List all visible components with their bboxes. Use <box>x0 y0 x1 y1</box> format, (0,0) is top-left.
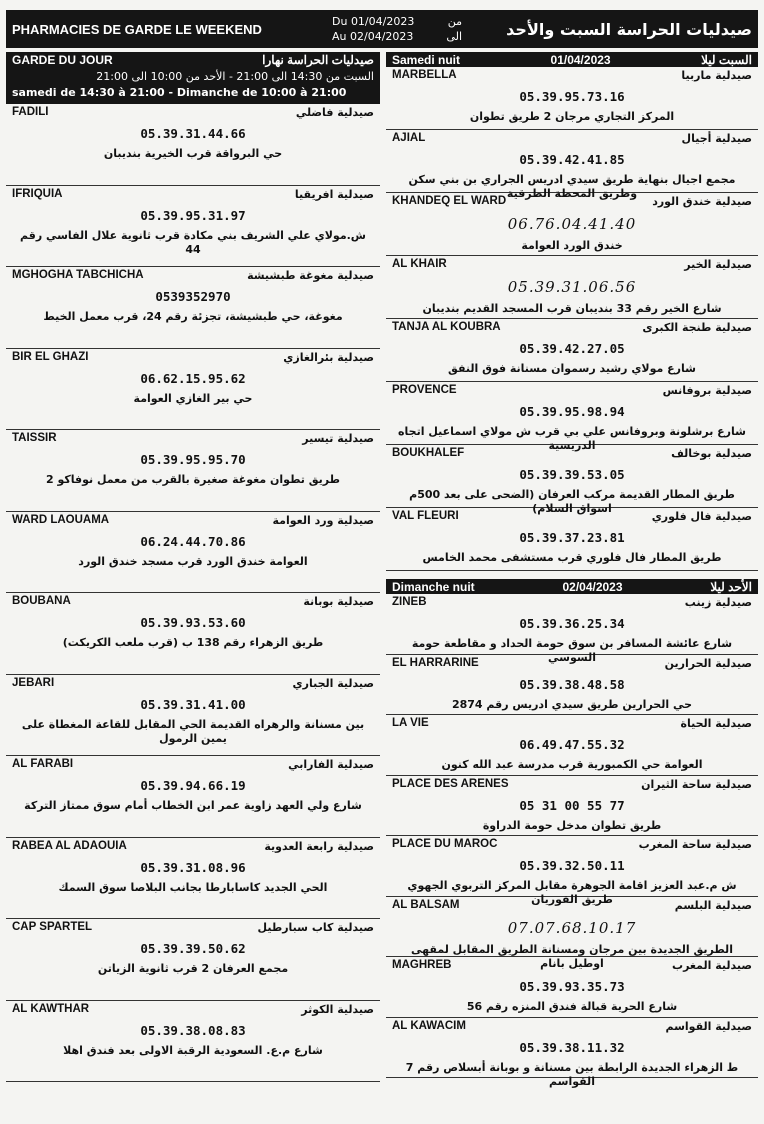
pharmacy-name: AJIAL <box>392 132 426 144</box>
pharmacy-name: BIR EL GHAZI <box>12 350 89 363</box>
pharmacy-address: العوامة خندق الورد قرب مسجد خندق الورد <box>78 554 308 568</box>
pharmacy-name: MGHOGHA TABCHICHA <box>12 269 144 281</box>
pharmacy-entry <box>386 193 758 256</box>
pharmacy-address: ط الزهراء الجديدة الرابطة بين مسنانة و بوبانة أبسلاص رقم 7 القواسم <box>405 1060 739 1088</box>
pharmacy-phone: 0539352970 <box>155 289 231 304</box>
pharmacy-name-ar: صيدلية الحياة <box>680 717 752 730</box>
section-divider <box>386 571 758 579</box>
pharmacy-name: EL HARRARINE <box>392 656 479 669</box>
pharmacy-name: KHANDEQ EL WARD <box>392 195 507 207</box>
pharmacy-name-ar: صيدلية ماربيا <box>681 69 752 82</box>
pharmacy-address: الطريق الجديدة بين مرجان ومسنانة الطريق المقابل لمقهى اوطيل بانام <box>411 942 733 970</box>
pharmacy-entry <box>386 130 758 200</box>
pharmacy-phone: 05.39.31.06.56 <box>507 278 637 296</box>
pharmacy-entry <box>386 508 758 571</box>
pharmacy-name-ar: صيدلية بوخالف <box>671 447 752 460</box>
pharmacy-entry <box>386 715 758 776</box>
pharmacy-entry <box>386 382 758 452</box>
pharmacy-address: طريق المطار فال فلوري قرب مستشفى محمد الخامس <box>422 551 722 564</box>
saturday-band-fr: Samedi nuit <box>392 52 461 67</box>
pharmacy-address: طريق المطار القديمة مركب العرفان (الضحى على بعد 500م اسواق السلام) <box>409 488 735 515</box>
pharmacy-header <box>392 321 752 337</box>
pharmacy-address: حي الحرارين طريق سيدي ادريس رقم 2874 <box>451 697 693 711</box>
pharmacy-name: TAISSIR <box>12 432 57 444</box>
date-to: Au 02/04/2023 <box>332 30 414 43</box>
pharmacy-name-ar: صيدلية زينب <box>684 596 752 609</box>
pharmacy-address: حي بير الغازي العوامة <box>133 391 253 405</box>
pharmacy-phone: 05.39.31.08.96 <box>140 859 246 875</box>
pharmacy-header <box>392 132 752 148</box>
pharmacy-name: BOUKHALEF <box>392 447 465 459</box>
pharmacy-name: PLACE DES ARENES <box>392 777 509 790</box>
pharmacy-name-ar: صيدلية تيسير <box>302 432 374 445</box>
saturday-band-ar: السبت ليلا <box>701 52 752 67</box>
pharmacy-name-ar: صيدلية فال فلوري <box>651 510 752 523</box>
pharmacy-header <box>12 595 374 611</box>
pharmacy-name-ar: صيدلية البلسم <box>674 898 752 912</box>
pharmacy-header <box>12 188 374 204</box>
pharmacy-phone: 05.39.42.41.85 <box>519 152 625 167</box>
pharmacy-phone: 06.49.47.55.32 <box>519 737 625 752</box>
pharmacy-entry <box>386 67 758 130</box>
pharmacy-name: VAL FLEURI <box>392 510 459 522</box>
pharmacy-address: شارع الخير رقم 33 بنديبان قرب المسجد القديم بنديبان <box>422 302 722 315</box>
saturday-band-date: 01/04/2023 <box>550 52 611 67</box>
pharmacy-phone: 05.39.94.66.19 <box>140 778 246 793</box>
pharmacy-header <box>392 899 752 915</box>
day-hours <box>6 67 380 104</box>
pharmacy-address: شارع برشلونة وبروفانس علي بي قرب ش مولاي اسماعيل اتجاه الدريسية <box>398 425 746 452</box>
pharmacy-header <box>12 677 374 693</box>
sunday-pharmacy-list <box>386 594 758 1088</box>
pharmacy-name-ar: صيدلية الفارابي <box>288 758 374 771</box>
pharmacy-name: BOUBANA <box>12 595 71 607</box>
pharmacy-address: حي البرواقة قرب الخيرية بنديبان <box>103 147 283 160</box>
pharmacy-header <box>392 510 752 526</box>
pharmacy-address: شارع الحرية قبالة فندق المنزه رقم 56 <box>466 1000 678 1013</box>
night-column <box>386 52 758 1088</box>
pharmacy-name-ar: صيدلية الكوثر <box>301 1002 374 1016</box>
pharmacy-name-ar: صيدلية الحرارين <box>664 656 752 670</box>
pharmacy-name: AL KAWACIM <box>392 1019 466 1032</box>
pharmacy-phone: 07.07.68.10.17 <box>507 918 637 937</box>
pharmacy-phone: 05.39.95.73.16 <box>519 89 625 104</box>
pharmacy-phone: 05.39.38.08.83 <box>140 1022 246 1038</box>
pharmacy-name-ar: صيدلية مغوغة طبشيشة <box>247 269 374 282</box>
pharmacy-name-ar: صيدلية فاضلي <box>295 106 374 119</box>
pharmacy-entry <box>6 430 380 512</box>
pharmacy-name: MAGHREB <box>392 959 452 971</box>
pharmacy-entry <box>386 776 758 837</box>
pharmacy-phone: 06.24.44.70.86 <box>140 533 246 549</box>
pharmacy-entry <box>386 319 758 382</box>
pharmacy-header <box>392 959 752 975</box>
sunday-night-band <box>386 579 758 594</box>
pharmacy-name: JEBARI <box>12 676 55 689</box>
pharmacy-name-ar: صيدلية أجيال <box>681 132 752 145</box>
pharmacy-name-ar: صيدلية خندق الورد <box>652 195 752 208</box>
pharmacy-entry <box>6 349 380 431</box>
pharmacy-name-ar: صيدلية كاب سبارطيل <box>257 921 374 934</box>
pharmacy-phone: 06.76.04.41.40 <box>507 215 637 233</box>
header-title-fr: PHARMACIES DE GARDE LE WEEKEND <box>12 21 262 37</box>
pharmacy-name: TANJA AL KOUBRA <box>392 321 501 333</box>
pharmacy-address: طريق الزهراء رقم 138 ب (قرب ملعب الكريكت) <box>62 636 324 649</box>
pharmacy-header <box>392 195 752 211</box>
pharmacy-header <box>392 657 752 673</box>
pharmacy-phone: 05.39.95.95.70 <box>140 452 246 467</box>
pharmacy-name-ar: صيدلية بوبانة <box>303 595 374 608</box>
pharmacy-phone: 05.39.93.53.60 <box>140 615 246 630</box>
pharmacy-entry <box>6 512 380 594</box>
pharmacy-phone: 05.39.38.11.32 <box>519 1039 625 1055</box>
pharmacy-name: MARBELLA <box>392 69 457 81</box>
pharmacy-phone: 05 31 00 55 77 <box>519 797 625 813</box>
pharmacy-header <box>392 1020 752 1036</box>
pharmacy-phone: 05.39.38.48.58 <box>519 676 625 692</box>
pharmacy-name-ar: صيدلية الخير <box>684 258 752 271</box>
pharmacy-name: PROVENCE <box>392 384 457 396</box>
pharmacy-address: ش م.عبد العزيز اقامة الجوهرة مقابل المركز التربوي الجهوي طريق القوريان <box>407 879 737 906</box>
pharmacy-phone: 05.39.95.31.97 <box>140 207 246 223</box>
pharmacy-phone: 05.39.31.41.00 <box>140 696 246 712</box>
pharmacy-name-ar: صيدلية بئرالغازي <box>283 350 374 364</box>
pharmacy-name-ar: صيدلية ساحة الثيران <box>641 777 752 791</box>
pharmacy-header <box>392 778 752 794</box>
pharmacy-name-ar: صيدلية القواسم <box>665 1019 752 1033</box>
pharmacy-entry <box>386 1018 758 1088</box>
pharmacy-name: AL BALSAM <box>392 898 460 911</box>
pharmacy-header <box>12 1003 374 1019</box>
day-hours-fr: samedi de 14:30 à 21:00 - Dimanche de 10:00 à 21:00 <box>12 86 347 99</box>
pharmacy-address: بين مسنانة والرهراه القديمة الحي المقابل للقاعة المغطاة على يمين الرمول <box>21 717 365 745</box>
pharmacy-header <box>392 447 752 463</box>
pharmacy-address: مجمع العرفان 2 قرب ثانوية الزياتن <box>97 962 289 975</box>
pharmacy-name: LA VIE <box>392 717 429 729</box>
pharmacy-phone: 05.39.31.44.66 <box>140 126 246 141</box>
pharmacy-address: المركز التجاري مرجان 2 طريق تطوان <box>469 110 675 123</box>
pharmacy-phone: 05.39.93.35.73 <box>519 979 625 994</box>
sunday-band-fr: Dimanche nuit <box>392 579 475 594</box>
pharmacy-phone: 05.39.42.27.05 <box>519 341 625 356</box>
pharmacy-entry <box>6 756 380 838</box>
pharmacy-entry <box>6 838 380 920</box>
pharmacy-name: AL KHAIR <box>392 258 447 270</box>
pharmacy-name-ar: صيدلية ساحة المغرب <box>638 838 752 851</box>
pharmacy-name: RABEA AL ADAOUIA <box>12 839 127 852</box>
pharmacy-name: IFRIQUIA <box>12 187 63 200</box>
pharmacy-header <box>392 69 752 85</box>
pharmacy-name-ar: صيدلية طنجة الكبرى <box>642 321 752 334</box>
date-from-ar: من <box>447 15 462 28</box>
pharmacy-address: طريق تطوان مدخل حومة الدراوة <box>482 818 662 832</box>
pharmacy-name-ar: صيدلية بروفانس <box>662 384 752 397</box>
pharmacy-header <box>12 106 374 122</box>
pharmacy-name: ZINEB <box>392 596 427 608</box>
pharmacy-phone: 05.39.39.53.05 <box>519 467 625 482</box>
pharmacy-entry <box>6 919 380 1001</box>
day-band-fr: GARDE DU JOUR <box>12 52 113 67</box>
pharmacy-name-ar: صيدلية رابعة العدوية <box>264 839 374 853</box>
sunday-band-date: 02/04/2023 <box>562 579 623 594</box>
pharmacy-entry <box>386 445 758 515</box>
day-hours-ar: السبت من 14:30 الى 21:00 - الأحد من 10:00 الى 21:00 <box>96 70 374 83</box>
pharmacy-header <box>12 514 374 530</box>
pharmacy-entry <box>6 104 380 186</box>
pharmacy-name-ar: صيدلية افريقيا <box>294 187 374 201</box>
pharmacy-address: ش.مولاي علي الشريف بني مكادة قرب ثانوية علال الفاسي رقم 44 <box>20 228 366 256</box>
pharmacy-name-ar: صيدلية ورد العوامة <box>272 513 374 527</box>
pharmacy-entry <box>386 655 758 716</box>
pharmacy-name-ar: صيدلية الجباري <box>292 676 374 690</box>
pharmacy-header <box>12 758 374 774</box>
pharmacy-phone: 05.39.37.23.81 <box>519 530 625 545</box>
pharmacy-phone: 05.39.39.50.62 <box>140 941 246 956</box>
pharmacy-header <box>392 838 752 854</box>
header-title-ar: صيدليات الحراسة السبت والأحد <box>506 19 752 39</box>
pharmacy-header <box>392 596 752 612</box>
pharmacy-name: CAP SPARTEL <box>12 921 93 933</box>
day-pharmacy-list <box>6 104 380 1082</box>
pharmacy-entry <box>386 957 758 1018</box>
pharmacy-address: الحي الجديد كاسابارطا بجانب البلاصا سوق السمك <box>58 880 328 894</box>
pharmacy-name-ar: صيدلية المغرب <box>672 959 752 972</box>
saturday-pharmacy-list <box>386 67 758 571</box>
pharmacy-header <box>392 384 752 400</box>
pharmacy-phone: 05.39.32.50.11 <box>519 858 625 873</box>
pharmacy-address: شارع م.ع. السعودية الرقبة الاولى بعد فندق اهلا <box>63 1043 323 1057</box>
pharmacy-header <box>12 269 374 285</box>
pharmacy-entry <box>386 256 758 319</box>
pharmacy-header <box>392 258 752 274</box>
saturday-night-band <box>386 52 758 67</box>
day-band <box>6 52 380 67</box>
day-column <box>6 52 380 1082</box>
pharmacy-address: خندق الورد العوامة <box>521 239 623 252</box>
pharmacy-address: شارع مولاي رشيد رسموان مسنانة فوق النفق <box>448 362 696 375</box>
pharmacy-phone: 05.39.95.98.94 <box>519 404 625 419</box>
pharmacy-name: AL KAWTHAR <box>12 1002 90 1015</box>
day-band-ar: صيدليات الحراسة نهارا <box>262 52 374 67</box>
pharmacy-address: شارع عائشة المسافر بن سوق حومة الحداد و مقاطعة حومة السوسي <box>411 637 733 664</box>
pharmacy-phone: 06.62.15.95.62 <box>140 370 246 386</box>
sunday-band-ar: الأحد ليلا <box>710 579 752 594</box>
pharmacy-entry <box>6 593 380 675</box>
pharmacy-name: WARD LAOUAMA <box>12 513 110 526</box>
date-range <box>332 14 462 44</box>
page-header <box>6 10 758 48</box>
pharmacy-address: مغوغة، حي طبشيشة، تجزئة رقم 24، قرب معمل الخيط <box>43 310 343 323</box>
pharmacy-address: شارع ولي العهد زاوية عمر ابن الخطاب أمام سوق ممتاز التركة <box>24 799 362 812</box>
pharmacy-name: AL FARABI <box>12 758 74 770</box>
pharmacy-header <box>12 921 374 937</box>
pharmacy-header <box>12 351 374 367</box>
pharmacy-address: طريق تطوان مغوغة صغيرة بالقرب من معمل نوفاكو 2 <box>46 473 340 486</box>
pharmacy-entry <box>6 186 380 268</box>
pharmacy-entry <box>6 675 380 757</box>
pharmacy-entry <box>6 267 380 349</box>
pharmacy-phone: 05.39.36.25.34 <box>519 616 625 631</box>
pharmacy-name: PLACE DU MAROC <box>392 838 498 850</box>
pharmacy-address: مجمع اجيال بنهاية طريق سيدي ادريس الجراري بن بني سكن وطريق المحطة الطرقية <box>408 173 736 200</box>
date-from: Du 01/04/2023 <box>332 15 415 28</box>
pharmacy-header <box>392 717 752 733</box>
pharmacy-name: FADILI <box>12 106 49 118</box>
pharmacy-address: العوامة حي الكمبورية قرب مدرسة عبد الله كنون <box>441 758 703 771</box>
pharmacy-header <box>12 432 374 448</box>
pharmacy-header <box>12 840 374 856</box>
pharmacy-entry <box>6 1001 380 1083</box>
date-to-ar: الى <box>446 30 462 43</box>
